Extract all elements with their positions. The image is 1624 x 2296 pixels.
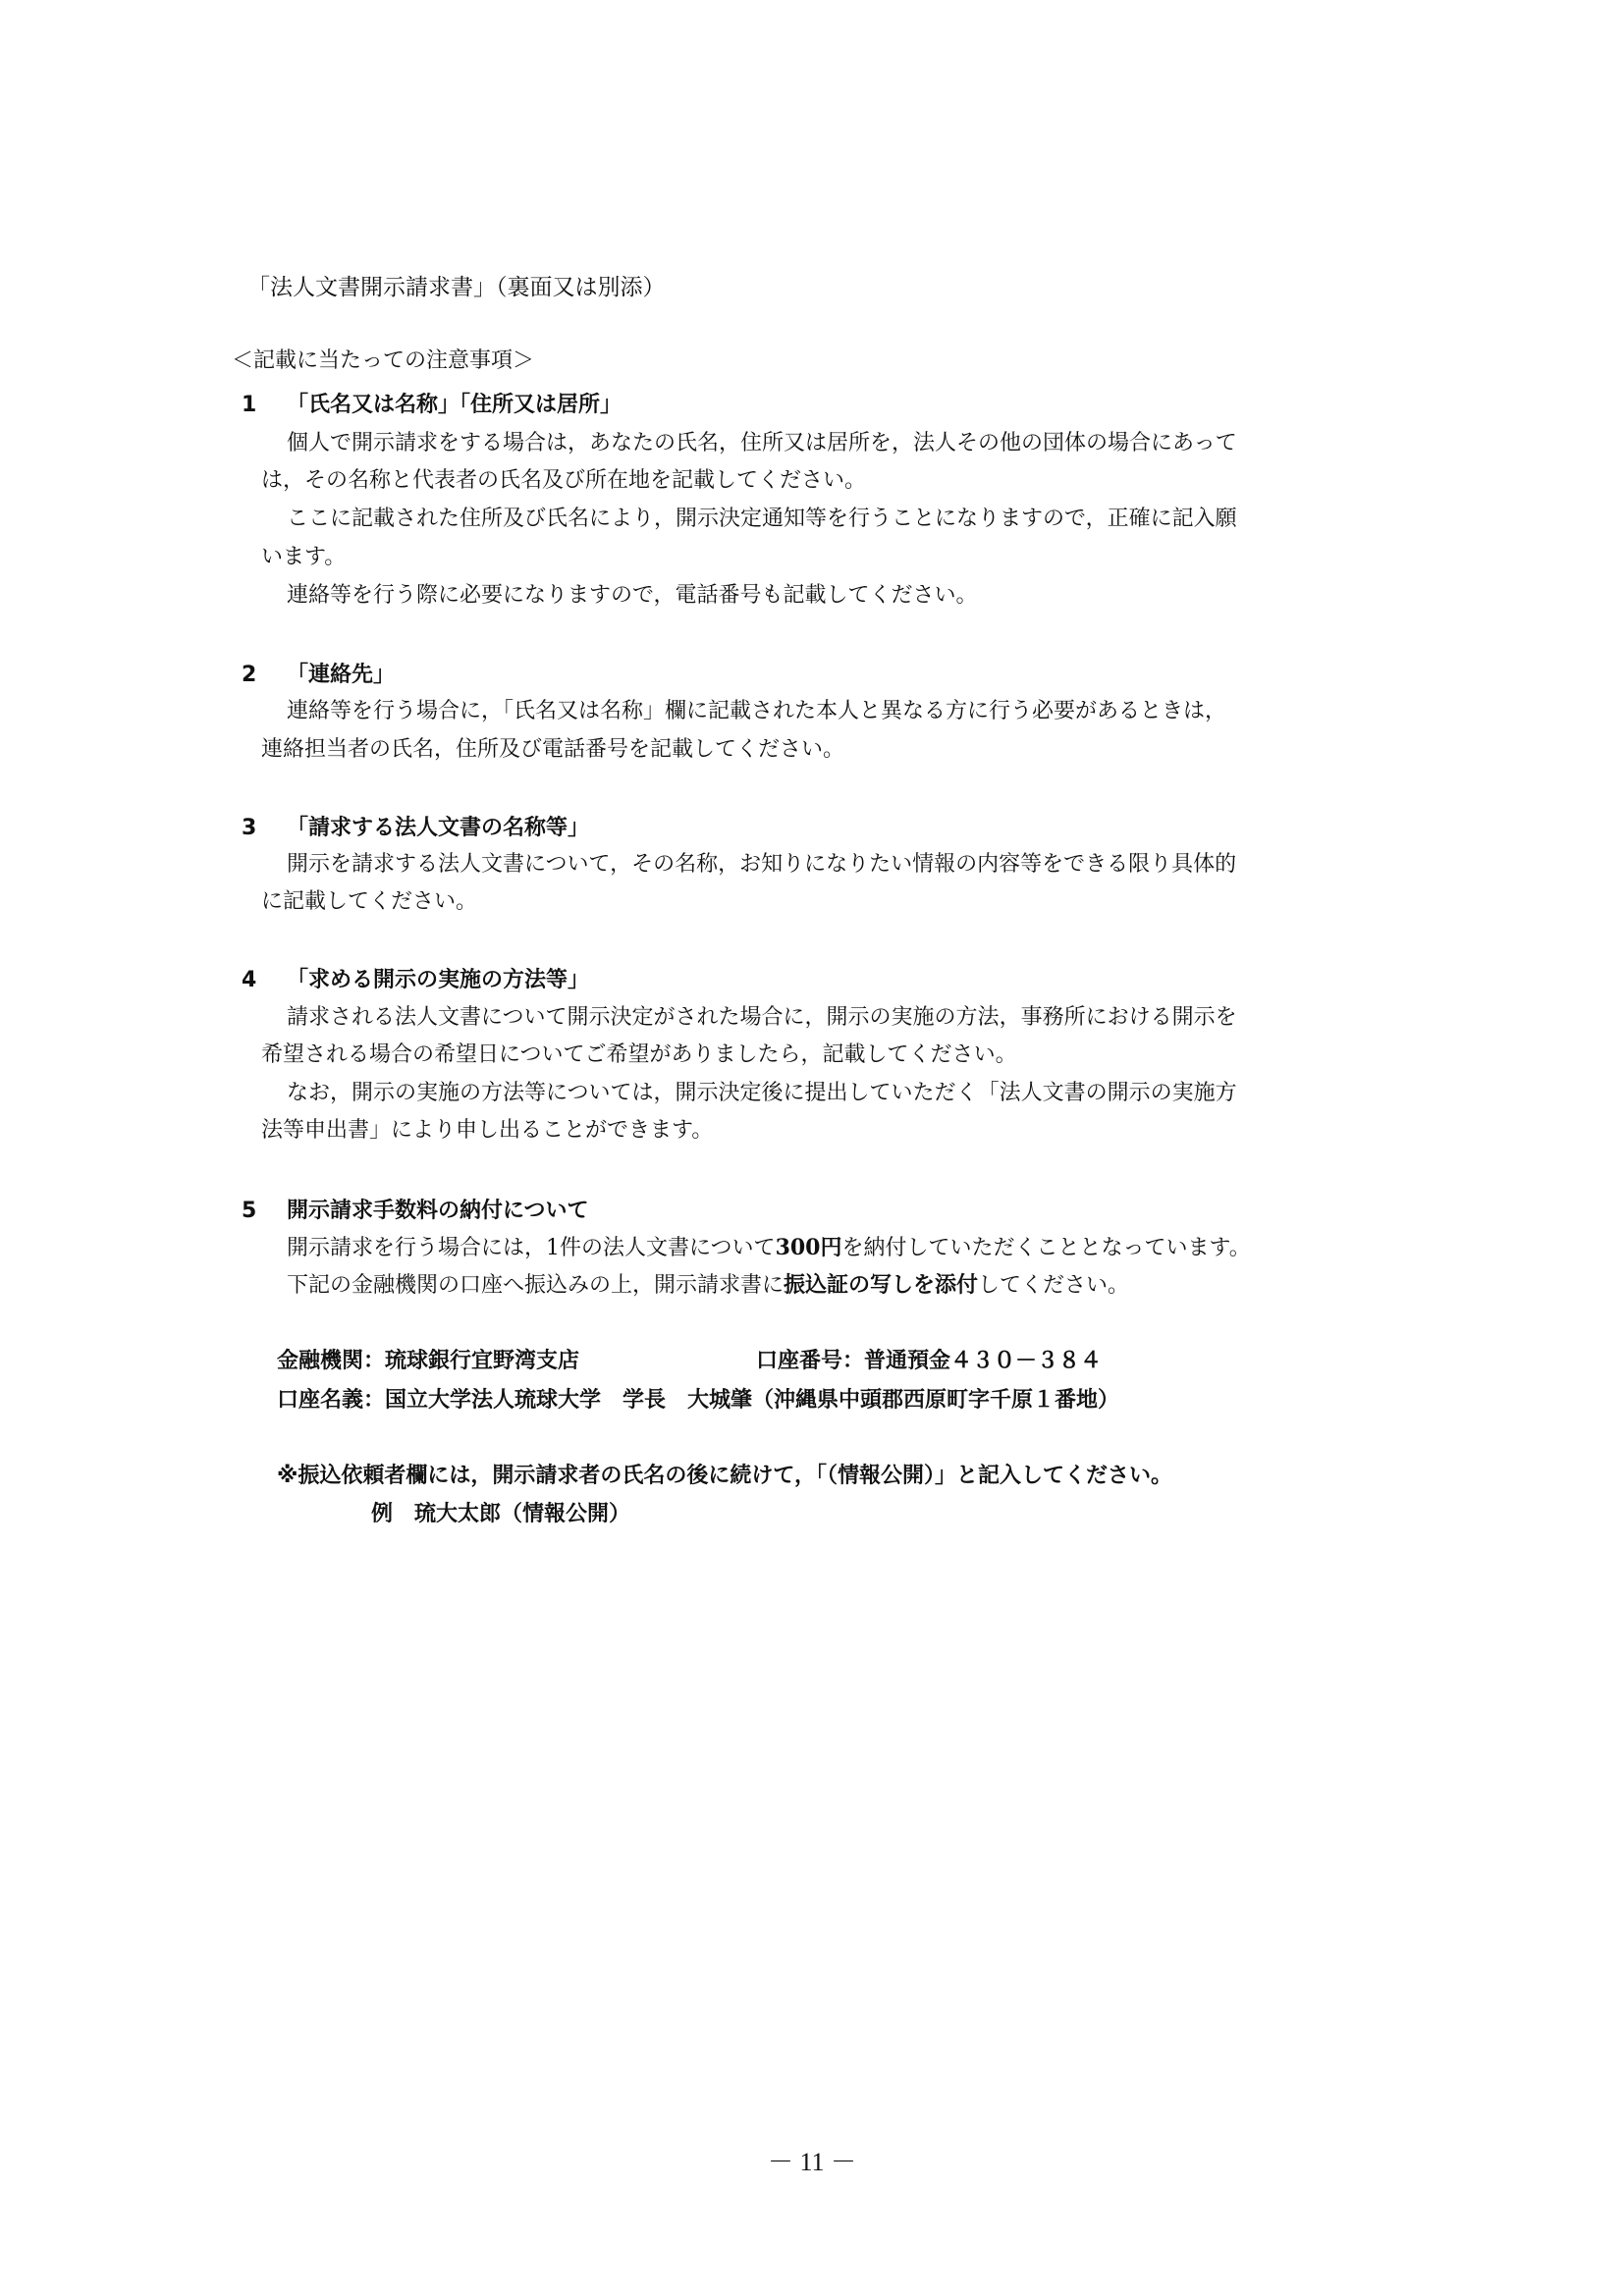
- bank-account-number: 口座番号：普通預金４３０－３８４: [756, 1349, 1103, 1373]
- body-line: は，その名称と代表者の氏名及び所在地を記載してください。: [261, 468, 867, 493]
- transfer-example: 例 琉大太郎（情報公開）: [371, 1502, 631, 1526]
- section-title: 「連絡先」: [287, 663, 396, 687]
- body-line: なお，開示の実施の方法等については，開示決定後に提出していただく「法人文書の開示の実施方: [287, 1081, 1237, 1105]
- fee-amount: 300円: [775, 1235, 842, 1260]
- transfer-text-pre: 下記の金融機関の口座へ振込みの上，開示請求書に: [287, 1273, 785, 1298]
- section-2-heading: [242, 661, 395, 690]
- transfer-text-emphasis: 振込証の写しを添付: [784, 1273, 979, 1298]
- section-1-heading: [242, 391, 622, 420]
- page-number: － 11 －: [767, 2148, 857, 2176]
- section-5-heading: [242, 1197, 589, 1226]
- section-title: 「請求する法人文書の名称等」: [287, 816, 590, 840]
- fee-text-post: を納付していただくこととなっています。: [841, 1236, 1251, 1260]
- transfer-remark: ※振込依頼者欄には，開示請求者の氏名の後に続けて，「（情報公開）」と記入してください。: [277, 1464, 1172, 1488]
- fee-line: [287, 1233, 1251, 1263]
- transfer-line: [287, 1271, 1129, 1301]
- document-title: 「法人文書開示請求書」（裏面又は別添）: [247, 275, 666, 300]
- section-number: 5: [242, 1199, 257, 1223]
- bank-account-name: 口座名義：国立大学法人琉球大学 学長 大城肇（沖縄県中頭郡西原町字千原１番地）: [277, 1388, 1120, 1413]
- section-title: 開示請求手数料の納付について: [287, 1199, 589, 1223]
- section-3-heading: [242, 814, 589, 843]
- body-line: 希望される場合の希望日についてご希望がありましたら，記載してください。: [261, 1042, 1017, 1067]
- body-line: 連絡担当者の氏名，住所及び電話番号を記載してください。: [261, 737, 845, 762]
- section-title: 「氏名又は名称」「住所又は居所」: [287, 393, 623, 417]
- section-4-heading: [242, 966, 589, 995]
- body-line: 連絡等を行う際に必要になりますので，電話番号も記載してください。: [287, 583, 978, 608]
- transfer-text-post: してください。: [978, 1273, 1130, 1298]
- section-number: 2: [242, 663, 257, 687]
- body-line: に記載してください。: [261, 889, 478, 914]
- fee-text-pre: 開示請求を行う場合には，1件の法人文書について: [287, 1236, 776, 1260]
- section-number: 3: [242, 816, 257, 840]
- section-number: 1: [242, 393, 257, 417]
- body-line: 開示を請求する法人文書について，その名称，お知りになりたい情報の内容等をできる限り具体的: [287, 852, 1237, 877]
- body-line: 連絡等を行う場合に，「氏名又は名称」欄に記載された本人と異なる方に行う必要があるときは，: [287, 699, 1227, 723]
- body-line: 法等申出書」により申し出ることができます。: [261, 1118, 714, 1143]
- notes-heading: ＜記載に当たっての注意事項＞: [232, 348, 535, 373]
- body-line: 請求される法人文書について開示決定がされた場合に，開示の実施の方法，事務所における開示を: [287, 1005, 1237, 1030]
- bank-institution: 金融機関：琉球銀行宜野湾支店: [277, 1349, 580, 1373]
- body-line: います。: [261, 545, 347, 569]
- body-line: ここに記載された住所及び氏名により，開示決定通知等を行うことになりますので，正確に記入願: [287, 507, 1237, 531]
- body-line: 個人で開示請求をする場合は，あなたの氏名，住所又は居所を，法人その他の団体の場合にあって: [287, 431, 1237, 455]
- section-number: 4: [242, 968, 257, 992]
- section-title: 「求める開示の実施の方法等」: [287, 968, 590, 992]
